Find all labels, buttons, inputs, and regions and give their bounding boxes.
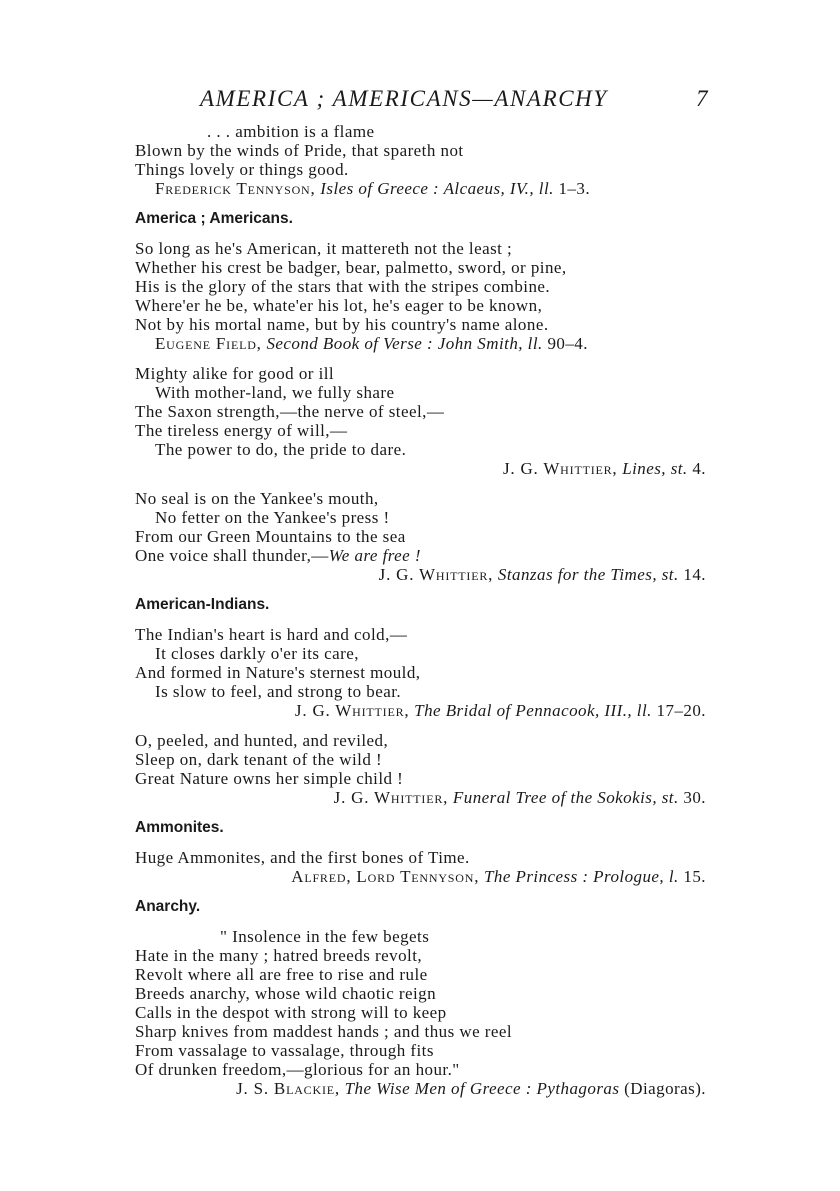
verse-line: From our Green Mountains to the sea <box>135 527 406 546</box>
work-title: The Wise Men of Greece : Pythagoras <box>344 1079 620 1098</box>
verse-line: The tireless energy of will,— <box>135 421 348 440</box>
work-title: Second Book of Verse : John Smith, ll. <box>266 334 543 353</box>
attribution <box>135 179 706 198</box>
work-title: Funeral Tree of the Sokokis, st. <box>452 788 679 807</box>
reference: 15. <box>683 867 706 886</box>
section-heading: America ; Americans. <box>135 210 293 227</box>
verse-line: So long as he's American, it mattereth not the least ; <box>135 239 513 258</box>
verse-line: . . . ambition is a flame <box>207 122 375 141</box>
verse-line: " Insolence in the few begets <box>220 927 430 946</box>
attribution <box>135 565 706 584</box>
verse-line: Sleep on, dark tenant of the wild ! <box>135 750 383 769</box>
verse-line: The Saxon strength,—the nerve of steel,— <box>135 402 445 421</box>
verse-line: Where'er he be, whate'er his lot, he's eager to be known, <box>135 296 543 315</box>
author: J. G. Whittier, <box>502 459 618 478</box>
quote <box>135 239 706 353</box>
verse-line: Blown by the winds of Pride, that spareth not <box>135 141 464 160</box>
quote <box>135 489 706 584</box>
verse-line: With mother-land, we fully share <box>155 383 395 402</box>
section-heading: American-Indians. <box>135 596 270 613</box>
verse-line: Huge Ammonites, and the first bones of Time. <box>135 848 470 867</box>
reference: 90–4. <box>547 334 588 353</box>
reference: 14. <box>683 565 706 584</box>
author: Eugene Field, <box>155 334 262 353</box>
author: J. G. Whittier, <box>333 788 449 807</box>
reference: 30. <box>683 788 706 807</box>
verse-line <box>135 546 706 565</box>
verse-line: Is slow to feel, and strong to bear. <box>155 682 402 701</box>
work-title: Stanzas for the Times, st. <box>497 565 679 584</box>
verse-line: Whether his crest be badger, bear, palmetto, sword, or pine, <box>135 258 567 277</box>
author: Alfred, Lord Tennyson, <box>291 867 480 886</box>
reference: 1–3. <box>558 179 591 198</box>
verse-line: Things lovely or things good. <box>135 160 349 179</box>
attribution <box>135 1079 706 1098</box>
work-title: The Bridal of Pennacook, III., ll. <box>414 701 652 720</box>
verse-line: Hate in the many ; hatred breeds revolt, <box>135 946 423 965</box>
quote <box>135 848 706 886</box>
verse-line: His is the glory of the stars that with the stripes combine. <box>135 277 551 296</box>
work-title: Lines, st. <box>622 459 688 478</box>
verse-line: Calls in the despot with strong will to keep <box>135 1003 447 1022</box>
author: J. S. Blackie, <box>236 1079 340 1098</box>
quote <box>135 625 706 720</box>
author: Frederick Tennyson, <box>155 179 316 198</box>
section-heading: Ammonites. <box>135 819 224 836</box>
reference: 17–20. <box>656 701 706 720</box>
verse-line: From vassalage to vassalage, through fits <box>135 1041 434 1060</box>
verse-line: Sharp knives from maddest hands ; and thus we reel <box>135 1022 513 1041</box>
work-title: Isles of Greece : Alcaeus, IV., ll. <box>320 179 554 198</box>
verse-line: And formed in Nature's sternest mould, <box>135 663 421 682</box>
verse-line: The Indian's heart is hard and cold,— <box>135 625 408 644</box>
author: J. G. Whittier, <box>378 565 494 584</box>
work-title: The Princess : Prologue, l. <box>483 867 679 886</box>
section-heading: Anarchy. <box>135 898 201 915</box>
page-number: 7 <box>696 86 708 111</box>
attribution <box>135 701 706 720</box>
quote <box>135 927 706 1098</box>
reference: (Diagoras). <box>624 1079 706 1098</box>
verse-line: Of drunken freedom,—glorious for an hour." <box>135 1060 460 1079</box>
running-header: AMERICA ; AMERICANS—ANARCHY <box>200 86 608 111</box>
attribution <box>135 788 706 807</box>
verse-line: No seal is on the Yankee's mouth, <box>135 489 379 508</box>
verse-line: It closes darkly o'er its care, <box>155 644 359 663</box>
verse-text: One voice shall thunder,— <box>135 546 329 565</box>
verse-line: Great Nature owns her simple child ! <box>135 769 404 788</box>
attribution <box>135 867 706 886</box>
quote <box>135 364 706 478</box>
verse-line: Revolt where all are free to rise and rule <box>135 965 428 984</box>
quote <box>135 731 706 807</box>
reference: 4. <box>692 459 706 478</box>
attribution <box>135 459 706 478</box>
quote <box>135 122 706 198</box>
page-body <box>135 122 706 1109</box>
verse-line: Breeds anarchy, whose wild chaotic reign <box>135 984 437 1003</box>
verse-line: O, peeled, and hunted, and reviled, <box>135 731 389 750</box>
verse-line: The power to do, the pride to dare. <box>155 440 407 459</box>
verse-line: Mighty alike for good or ill <box>135 364 335 383</box>
author: J. G. Whittier, <box>294 701 410 720</box>
verse-emphasis: We are free ! <box>328 546 421 565</box>
verse-line: No fetter on the Yankee's press ! <box>155 508 390 527</box>
attribution <box>135 334 706 353</box>
verse-line: Not by his mortal name, but by his country's name alone. <box>135 315 549 334</box>
